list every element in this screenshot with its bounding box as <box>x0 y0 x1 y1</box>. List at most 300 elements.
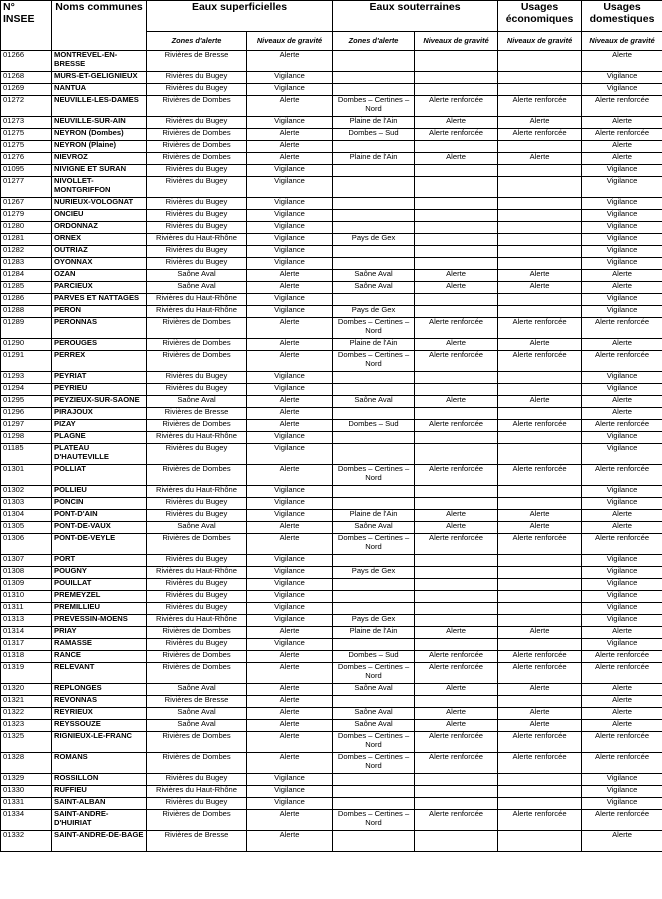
cell-sup-zone: Rivières de Dombes <box>147 318 247 339</box>
cell-insee: 01185 <box>1 444 52 465</box>
cell-commune: POLLIAT <box>52 465 147 486</box>
cell-insee: 01266 <box>1 51 52 72</box>
cell-eco-niveau: Alerte <box>498 708 582 720</box>
table-row <box>1 810 662 831</box>
table-row <box>1 294 662 306</box>
cell-sup-niveau: Vigilance <box>247 210 333 222</box>
cell-dom-niveau: Vigilance <box>582 432 662 444</box>
cell-dom-niveau: Alerte <box>582 408 662 420</box>
cell-eco-niveau: Alerte <box>498 627 582 639</box>
cell-commune: ORNEX <box>52 234 147 246</box>
cell-sout-niveau: Alerte renforcée <box>415 663 498 684</box>
cell-sout-zone: Dombes – Certines – Nord <box>333 732 415 753</box>
cell-eco-niveau <box>498 72 582 84</box>
cell-dom-niveau: Vigilance <box>582 444 662 465</box>
cell-commune: SAINT-ANDRE-D'HUIRIAT <box>52 810 147 831</box>
subheader-sout-zones: Zones d'alerte <box>333 32 415 51</box>
cell-sup-zone: Rivières du Haut-Rhône <box>147 486 247 498</box>
cell-sout-zone <box>333 498 415 510</box>
cell-sup-niveau: Alerte <box>247 396 333 408</box>
cell-insee: 01329 <box>1 774 52 786</box>
cell-commune: PONT-DE-VAUX <box>52 522 147 534</box>
cell-sout-zone: Saône Aval <box>333 282 415 294</box>
table-row <box>1 177 662 198</box>
cell-dom-niveau: Vigilance <box>582 222 662 234</box>
cell-eco-niveau <box>498 222 582 234</box>
cell-commune: PONT-DE-VEYLE <box>52 534 147 555</box>
cell-sup-niveau: Alerte <box>247 339 333 351</box>
cell-dom-niveau: Vigilance <box>582 372 662 384</box>
cell-commune: NANTUA <box>52 84 147 96</box>
cell-dom-niveau: Vigilance <box>582 615 662 627</box>
cell-sout-niveau: Alerte <box>415 339 498 351</box>
cell-sout-zone <box>333 786 415 798</box>
cell-insee: 01280 <box>1 222 52 234</box>
cell-sout-zone: Dombes – Certines – Nord <box>333 534 415 555</box>
cell-sup-zone: Rivières du Haut-Rhône <box>147 294 247 306</box>
cell-sup-niveau: Alerte <box>247 420 333 432</box>
table-row <box>1 591 662 603</box>
cell-sout-niveau: Alerte renforcée <box>415 753 498 774</box>
cell-sout-zone: Pays de Gex <box>333 306 415 318</box>
cell-sout-zone: Saône Aval <box>333 720 415 732</box>
cell-sout-niveau: Alerte <box>415 510 498 522</box>
table-row <box>1 696 662 708</box>
cell-sup-niveau: Alerte <box>247 708 333 720</box>
cell-commune: PARVES ET NATTAGES <box>52 294 147 306</box>
cell-eco-niveau <box>498 141 582 153</box>
cell-sup-zone: Rivières du Bugey <box>147 72 247 84</box>
table-row <box>1 579 662 591</box>
cell-sout-zone <box>333 198 415 210</box>
cell-sup-zone: Saône Aval <box>147 720 247 732</box>
cell-insee: 01290 <box>1 339 52 351</box>
cell-insee: 01268 <box>1 72 52 84</box>
cell-eco-niveau: Alerte <box>498 117 582 129</box>
cell-sup-niveau: Vigilance <box>247 579 333 591</box>
table-row <box>1 534 662 555</box>
subheader-eco-niveaux: Niveaux de gravité <box>498 32 582 51</box>
cell-sout-niveau <box>415 603 498 615</box>
cell-eco-niveau <box>498 831 582 852</box>
cell-commune: NIVIGNE ET SURAN <box>52 165 147 177</box>
cell-commune: OUTRIAZ <box>52 246 147 258</box>
table-row <box>1 831 662 852</box>
cell-sout-zone: Saône Aval <box>333 708 415 720</box>
cell-sout-niveau: Alerte renforcée <box>415 534 498 555</box>
cell-sout-zone <box>333 579 415 591</box>
cell-dom-niveau: Alerte <box>582 51 662 72</box>
cell-insee: 01310 <box>1 591 52 603</box>
cell-insee: 01321 <box>1 696 52 708</box>
cell-eco-niveau <box>498 786 582 798</box>
cell-dom-niveau: Alerte <box>582 339 662 351</box>
cell-eco-niveau: Alerte renforcée <box>498 753 582 774</box>
table-row <box>1 603 662 615</box>
cell-sup-zone: Rivières de Bresse <box>147 696 247 708</box>
cell-insee: 01307 <box>1 555 52 567</box>
cell-sout-zone <box>333 591 415 603</box>
table-row <box>1 153 662 165</box>
cell-commune: RANCE <box>52 651 147 663</box>
cell-sout-niveau <box>415 210 498 222</box>
cell-sup-zone: Saône Aval <box>147 270 247 282</box>
cell-sup-zone: Rivières du Bugey <box>147 510 247 522</box>
cell-eco-niveau <box>498 486 582 498</box>
table-row <box>1 465 662 486</box>
table-row <box>1 486 662 498</box>
cell-commune: MURS-ET-GELIGNIEUX <box>52 72 147 84</box>
cell-eco-niveau: Alerte <box>498 339 582 351</box>
cell-sup-niveau: Vigilance <box>247 258 333 270</box>
cell-commune: PREMILLIEU <box>52 603 147 615</box>
cell-dom-niveau: Vigilance <box>582 498 662 510</box>
cell-sout-niveau <box>415 234 498 246</box>
cell-dom-niveau: Alerte renforcée <box>582 651 662 663</box>
cell-commune: RAMASSE <box>52 639 147 651</box>
cell-sout-niveau: Alerte <box>415 153 498 165</box>
cell-eco-niveau <box>498 246 582 258</box>
cell-dom-niveau: Vigilance <box>582 567 662 579</box>
cell-sup-zone: Rivières de Dombes <box>147 651 247 663</box>
cell-eco-niveau <box>498 615 582 627</box>
cell-eco-niveau: Alerte renforcée <box>498 651 582 663</box>
table-row <box>1 753 662 774</box>
cell-sout-zone <box>333 486 415 498</box>
header-eaux-souterraines: Eaux souterraines <box>333 1 498 32</box>
cell-sout-zone: Dombes – Certines – Nord <box>333 96 415 117</box>
cell-insee: 01095 <box>1 165 52 177</box>
cell-sup-zone: Rivières du Bugey <box>147 603 247 615</box>
cell-sout-niveau: Alerte <box>415 282 498 294</box>
cell-eco-niveau: Alerte renforcée <box>498 351 582 372</box>
cell-sup-zone: Rivières de Dombes <box>147 465 247 486</box>
cell-commune: ROMANS <box>52 753 147 774</box>
cell-commune: PEROUGES <box>52 339 147 351</box>
cell-sup-zone: Rivières du Bugey <box>147 639 247 651</box>
cell-sup-niveau: Vigilance <box>247 165 333 177</box>
cell-sout-zone <box>333 831 415 852</box>
cell-sout-niveau <box>415 486 498 498</box>
table-row <box>1 786 662 798</box>
cell-sup-niveau: Alerte <box>247 153 333 165</box>
cell-sout-zone: Saône Aval <box>333 270 415 282</box>
cell-insee: 01283 <box>1 258 52 270</box>
cell-dom-niveau: Vigilance <box>582 603 662 615</box>
cell-insee: 01331 <box>1 798 52 810</box>
cell-sup-niveau: Vigilance <box>247 774 333 786</box>
cell-dom-niveau: Vigilance <box>582 591 662 603</box>
cell-insee: 01314 <box>1 627 52 639</box>
cell-eco-niveau <box>498 165 582 177</box>
cell-sup-zone: Rivières de Dombes <box>147 141 247 153</box>
cell-commune: RIGNIEUX-LE-FRANC <box>52 732 147 753</box>
cell-sout-niveau <box>415 555 498 567</box>
cell-sout-zone: Dombes – Certines – Nord <box>333 810 415 831</box>
cell-sup-zone: Rivières du Bugey <box>147 372 247 384</box>
cell-sout-niveau <box>415 774 498 786</box>
cell-sout-zone <box>333 165 415 177</box>
table-row <box>1 420 662 432</box>
header-usages-economiques: Usages économiques <box>498 1 582 32</box>
cell-dom-niveau: Alerte <box>582 396 662 408</box>
cell-sup-zone: Rivières de Bresse <box>147 408 247 420</box>
cell-sup-zone: Rivières de Dombes <box>147 339 247 351</box>
cell-dom-niveau: Vigilance <box>582 84 662 96</box>
cell-sout-niveau <box>415 831 498 852</box>
cell-sup-niveau: Vigilance <box>247 306 333 318</box>
cell-insee: 01309 <box>1 579 52 591</box>
cell-eco-niveau <box>498 408 582 420</box>
cell-eco-niveau <box>498 696 582 708</box>
cell-eco-niveau: Alerte <box>498 510 582 522</box>
cell-dom-niveau: Vigilance <box>582 306 662 318</box>
cell-commune: PREVESSIN-MOENS <box>52 615 147 627</box>
cell-dom-niveau: Vigilance <box>582 246 662 258</box>
cell-eco-niveau: Alerte renforcée <box>498 465 582 486</box>
cell-sup-niveau: Vigilance <box>247 384 333 396</box>
cell-sup-niveau: Vigilance <box>247 372 333 384</box>
cell-sup-niveau: Alerte <box>247 651 333 663</box>
cell-sup-niveau: Alerte <box>247 129 333 141</box>
cell-sup-zone: Rivières de Dombes <box>147 153 247 165</box>
cell-sup-zone: Rivières de Bresse <box>147 831 247 852</box>
cell-dom-niveau: Alerte <box>582 708 662 720</box>
cell-dom-niveau: Alerte <box>582 510 662 522</box>
cell-insee: 01318 <box>1 651 52 663</box>
cell-eco-niveau <box>498 432 582 444</box>
table-row <box>1 432 662 444</box>
cell-dom-niveau: Alerte <box>582 141 662 153</box>
cell-insee: 01301 <box>1 465 52 486</box>
cell-dom-niveau: Vigilance <box>582 639 662 651</box>
cell-commune: PREMEYZEL <box>52 591 147 603</box>
cell-commune: REVONNAS <box>52 696 147 708</box>
cell-insee: 01286 <box>1 294 52 306</box>
cell-sup-niveau: Alerte <box>247 810 333 831</box>
cell-commune: NURIEUX-VOLOGNAT <box>52 198 147 210</box>
cell-insee: 01334 <box>1 810 52 831</box>
cell-commune: PEYRIEU <box>52 384 147 396</box>
cell-sout-zone: Pays de Gex <box>333 615 415 627</box>
table-body <box>1 51 662 852</box>
cell-insee: 01330 <box>1 786 52 798</box>
cell-dom-niveau: Vigilance <box>582 234 662 246</box>
cell-sup-niveau: Vigilance <box>247 234 333 246</box>
cell-sup-zone: Rivières de Bresse <box>147 51 247 72</box>
cell-insee: 01305 <box>1 522 52 534</box>
header-usages-domestiques: Usages domestiques <box>582 1 662 32</box>
cell-dom-niveau: Vigilance <box>582 555 662 567</box>
cell-eco-niveau <box>498 234 582 246</box>
cell-commune: POLLIEU <box>52 486 147 498</box>
cell-sout-zone <box>333 294 415 306</box>
cell-dom-niveau: Vigilance <box>582 774 662 786</box>
cell-sout-zone: Plaine de l'Ain <box>333 117 415 129</box>
table-row <box>1 396 662 408</box>
cell-sup-zone: Rivières du Bugey <box>147 555 247 567</box>
cell-sup-zone: Rivières de Dombes <box>147 663 247 684</box>
cell-sout-zone: Pays de Gex <box>333 234 415 246</box>
cell-commune: NIEVROZ <box>52 153 147 165</box>
cell-insee: 01281 <box>1 234 52 246</box>
cell-dom-niveau: Vigilance <box>582 210 662 222</box>
cell-commune: PLATEAU D'HAUTEVILLE <box>52 444 147 465</box>
cell-commune: PORT <box>52 555 147 567</box>
cell-commune: NEYRON (Dombes) <box>52 129 147 141</box>
cell-eco-niveau: Alerte <box>498 720 582 732</box>
cell-insee: 01282 <box>1 246 52 258</box>
cell-sup-zone: Rivières de Dombes <box>147 627 247 639</box>
cell-sout-zone <box>333 72 415 84</box>
cell-sout-niveau <box>415 165 498 177</box>
subheader-sup-niveaux: Niveaux de gravité <box>247 32 333 51</box>
cell-sup-zone: Rivières du Bugey <box>147 384 247 396</box>
table-row <box>1 222 662 234</box>
cell-commune: OZAN <box>52 270 147 282</box>
cell-sup-niveau: Alerte <box>247 720 333 732</box>
cell-eco-niveau <box>498 177 582 198</box>
cell-eco-niveau <box>498 384 582 396</box>
cell-sout-niveau <box>415 51 498 72</box>
cell-sout-zone: Plaine de l'Ain <box>333 510 415 522</box>
cell-commune: NEYRON (Plaine) <box>52 141 147 153</box>
cell-sup-niveau: Vigilance <box>247 246 333 258</box>
cell-sout-zone <box>333 603 415 615</box>
cell-eco-niveau <box>498 444 582 465</box>
cell-insee: 01291 <box>1 351 52 372</box>
cell-dom-niveau: Alerte <box>582 720 662 732</box>
table-row <box>1 720 662 732</box>
cell-commune: RELEVANT <box>52 663 147 684</box>
cell-commune: SAINT-ALBAN <box>52 798 147 810</box>
cell-insee: 01277 <box>1 177 52 198</box>
cell-insee: 01317 <box>1 639 52 651</box>
cell-sout-niveau <box>415 258 498 270</box>
table-row <box>1 72 662 84</box>
cell-eco-niveau <box>498 567 582 579</box>
cell-eco-niveau <box>498 198 582 210</box>
cell-sout-niveau <box>415 591 498 603</box>
cell-insee: 01276 <box>1 153 52 165</box>
cell-sout-niveau: Alerte <box>415 117 498 129</box>
cell-eco-niveau <box>498 210 582 222</box>
cell-sup-zone: Rivières du Bugey <box>147 210 247 222</box>
table-row <box>1 165 662 177</box>
table-row <box>1 117 662 129</box>
cell-commune: ORDONNAZ <box>52 222 147 234</box>
cell-sout-zone <box>333 141 415 153</box>
cell-sup-zone: Rivières de Dombes <box>147 129 247 141</box>
cell-sout-niveau <box>415 84 498 96</box>
cell-commune: PLAGNE <box>52 432 147 444</box>
cell-commune: PIRAJOUX <box>52 408 147 420</box>
cell-insee: 01273 <box>1 117 52 129</box>
cell-dom-niveau: Alerte renforcée <box>582 753 662 774</box>
table-row <box>1 627 662 639</box>
cell-commune: PONCIN <box>52 498 147 510</box>
cell-sout-niveau <box>415 306 498 318</box>
cell-insee: 01308 <box>1 567 52 579</box>
cell-sout-niveau <box>415 141 498 153</box>
cell-sout-zone <box>333 51 415 72</box>
table-row <box>1 444 662 465</box>
cell-insee: 01325 <box>1 732 52 753</box>
cell-sup-zone: Rivières du Haut-Rhône <box>147 786 247 798</box>
table-row <box>1 258 662 270</box>
cell-sout-niveau: Alerte renforcée <box>415 465 498 486</box>
cell-insee: 01296 <box>1 408 52 420</box>
cell-insee: 01288 <box>1 306 52 318</box>
cell-sout-zone <box>333 444 415 465</box>
table-row <box>1 498 662 510</box>
cell-insee: 01311 <box>1 603 52 615</box>
cell-sout-zone <box>333 258 415 270</box>
cell-eco-niveau <box>498 294 582 306</box>
cell-eco-niveau: Alerte <box>498 153 582 165</box>
cell-sup-niveau: Vigilance <box>247 294 333 306</box>
cell-insee: 01267 <box>1 198 52 210</box>
cell-sup-zone: Rivières du Bugey <box>147 165 247 177</box>
cell-sup-zone: Saône Aval <box>147 282 247 294</box>
cell-insee: 01295 <box>1 396 52 408</box>
cell-sout-niveau: Alerte renforcée <box>415 810 498 831</box>
cell-sout-niveau: Alerte <box>415 522 498 534</box>
cell-eco-niveau <box>498 51 582 72</box>
cell-dom-niveau: Vigilance <box>582 384 662 396</box>
cell-insee: 01319 <box>1 663 52 684</box>
cell-sup-niveau: Alerte <box>247 696 333 708</box>
cell-sup-niveau: Vigilance <box>247 177 333 198</box>
cell-sup-zone: Rivières de Dombes <box>147 351 247 372</box>
cell-eco-niveau <box>498 798 582 810</box>
cell-sout-niveau <box>415 177 498 198</box>
cell-sout-niveau: Alerte <box>415 396 498 408</box>
table-row <box>1 663 662 684</box>
cell-sup-zone: Rivières du Bugey <box>147 579 247 591</box>
cell-sup-niveau: Vigilance <box>247 591 333 603</box>
table-row <box>1 51 662 72</box>
cell-sout-niveau: Alerte renforcée <box>415 351 498 372</box>
cell-dom-niveau: Alerte <box>582 627 662 639</box>
cell-sout-niveau: Alerte <box>415 627 498 639</box>
cell-dom-niveau: Vigilance <box>582 165 662 177</box>
cell-sout-niveau <box>415 372 498 384</box>
cell-insee: 01320 <box>1 684 52 696</box>
cell-sup-zone: Rivières du Bugey <box>147 117 247 129</box>
cell-sout-zone <box>333 639 415 651</box>
cell-dom-niveau: Vigilance <box>582 72 662 84</box>
cell-sout-niveau <box>415 294 498 306</box>
cell-insee: 01322 <box>1 708 52 720</box>
table-row <box>1 318 662 339</box>
table-row <box>1 615 662 627</box>
cell-eco-niveau <box>498 639 582 651</box>
cell-commune: PARCIEUX <box>52 282 147 294</box>
cell-insee: 01306 <box>1 534 52 555</box>
cell-commune: PERREX <box>52 351 147 372</box>
cell-sout-zone <box>333 384 415 396</box>
cell-dom-niveau: Alerte <box>582 696 662 708</box>
cell-sup-zone: Rivières du Haut-Rhône <box>147 234 247 246</box>
cell-commune: POUGNY <box>52 567 147 579</box>
header-eaux-superficielles: Eaux superficielles <box>147 1 333 32</box>
cell-sout-niveau: Alerte <box>415 684 498 696</box>
cell-sup-niveau: Alerte <box>247 318 333 339</box>
cell-commune: REPLONGES <box>52 684 147 696</box>
cell-commune: NIVOLLET-MONTGRIFFON <box>52 177 147 198</box>
cell-sup-niveau: Vigilance <box>247 444 333 465</box>
